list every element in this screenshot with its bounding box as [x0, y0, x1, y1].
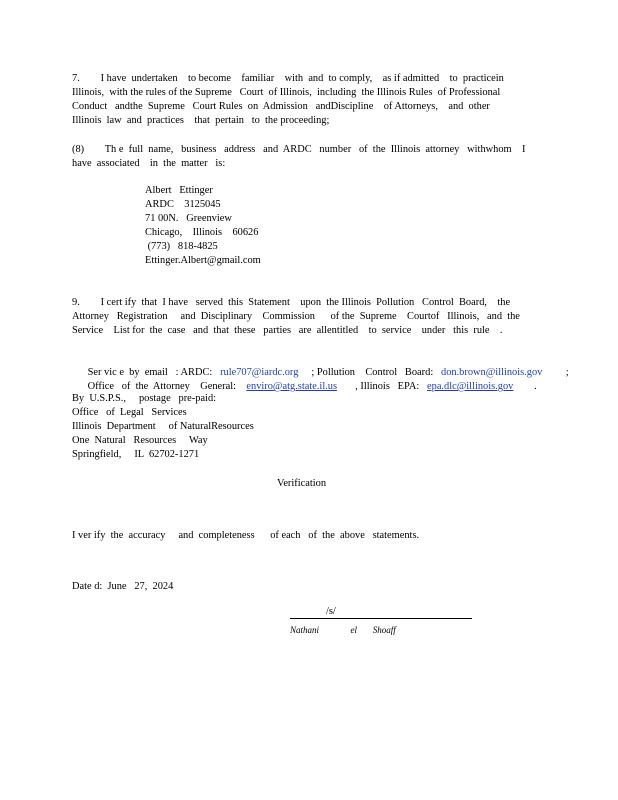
- usps-office: Office of Legal Services: [72, 407, 187, 418]
- email-service-mid: ; Pollution Control Board:: [298, 367, 441, 378]
- paragraph-7-line-2: Illinois, with the rules of the Supreme Court of Illinois, including the Illinois Rules of Professional: [72, 87, 501, 98]
- attorney-city: Chicago, Illinois 60626: [145, 227, 259, 238]
- email-service-prefix: Ser vic e by email : ARDC:: [87, 367, 221, 378]
- epa-label: , Illinois EPA:: [337, 381, 428, 392]
- usps-heading: By U.S.P.S., postage pre-paid:: [72, 393, 217, 404]
- paragraph-9-line-2: Attorney Registration and Disciplinary Commission of the Supreme Courtof Illinois, and the: [72, 311, 520, 322]
- ag-office-label: Office of the Attorney General:: [87, 381, 247, 392]
- paragraph-7-line-1: 7. I have undertaken to become familiar with and to comply, as if admitted to practicein: [72, 73, 504, 84]
- attorney-email: Ettinger.Albert@gmail.com: [145, 255, 261, 266]
- paragraph-8-line-1: (8) Th e full name, business address and ARDC number of the Illinois attorney withwhom I: [72, 144, 526, 155]
- verification-statement: I ver ify the accuracy and completeness of each of the above statements.: [72, 530, 420, 541]
- email-service-suffix: ;: [542, 367, 569, 378]
- pcb-email-link[interactable]: don.brown@illinois.gov: [441, 367, 543, 378]
- verification-heading: Verification: [276, 478, 327, 489]
- epa-email-link[interactable]: epa.dlc@illinois.gov: [427, 381, 514, 392]
- usps-city: Springfield, IL 62702-1271: [72, 449, 200, 460]
- attorney-name: Albert Ettinger: [145, 185, 213, 196]
- paragraph-7-line-3: Conduct andthe Supreme Court Rules on Admission andDiscipline of Attorneys, and other: [72, 101, 490, 112]
- attorney-phone: (773) 818-4825: [145, 241, 218, 252]
- signature-line: [290, 618, 472, 619]
- attorney-street: 71 00N. Greenview: [145, 213, 232, 224]
- paragraph-7-line-4: Illinois law and practices that pertain to the proceeding;: [72, 115, 330, 126]
- date-line: Date d: June 27, 2024: [72, 581, 174, 592]
- ardc-email-link[interactable]: rule707@iardc.org: [220, 367, 299, 378]
- attorney-address-block: [145, 184, 261, 268]
- signature-mark: /s/: [326, 606, 336, 617]
- usps-street: One Natural Resources Way: [72, 435, 208, 446]
- attorney-ardc: ARDC 3125045: [145, 199, 221, 210]
- usps-service-block: [72, 392, 254, 462]
- usps-department: Illinois Department of NaturalResources: [72, 421, 254, 432]
- paragraph-8-line-2: have associated in the matter is:: [72, 158, 226, 169]
- ag-email-link[interactable]: enviro@atg.state.il.us: [246, 381, 338, 392]
- paragraph-9-line-3: Service List for the case and that these parties are allentitled to service under this rule .: [72, 325, 503, 336]
- signature-name: Nathani el Shoaff: [290, 625, 396, 635]
- email-service-end: .: [513, 381, 537, 392]
- paragraph-9-line-1: 9. I cert ify that I have served this Statement upon the Illinois Pollution Control Board, the: [72, 297, 511, 308]
